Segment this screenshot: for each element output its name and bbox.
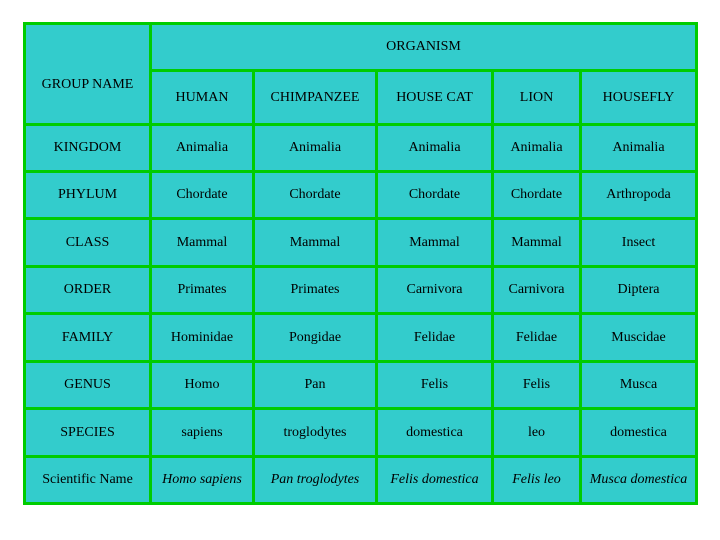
group-name-header-text: GROUP NAME bbox=[41, 77, 134, 92]
table-cell: Diptera bbox=[581, 267, 697, 314]
table-row bbox=[25, 362, 697, 409]
row-label: FAMILY bbox=[25, 314, 151, 362]
row-label: GENUS bbox=[25, 362, 151, 409]
table-row bbox=[25, 409, 697, 457]
table-cell: Primates bbox=[254, 267, 377, 314]
table-cell: Carnivora bbox=[377, 267, 493, 314]
table-cell: troglodytes bbox=[254, 409, 377, 457]
organism-header-human: HUMAN bbox=[151, 71, 254, 125]
row-label: CLASS bbox=[25, 219, 151, 267]
table-cell: Homo sapiens bbox=[151, 457, 254, 504]
table-cell: Animalia bbox=[377, 125, 493, 172]
table-header-row-1 bbox=[25, 24, 697, 71]
table-cell: Mammal bbox=[254, 219, 377, 267]
table-cell: Animalia bbox=[151, 125, 254, 172]
group-name-header bbox=[25, 24, 151, 125]
table-cell: leo bbox=[493, 409, 581, 457]
table-cell: Animalia bbox=[493, 125, 581, 172]
table-row bbox=[25, 267, 697, 314]
table-row bbox=[25, 172, 697, 219]
row-label: ORDER bbox=[25, 267, 151, 314]
table-cell: Felis leo bbox=[493, 457, 581, 504]
table-cell: Animalia bbox=[581, 125, 697, 172]
table-cell: Muscidae bbox=[581, 314, 697, 362]
table-cell: domestica bbox=[377, 409, 493, 457]
row-label: KINGDOM bbox=[25, 125, 151, 172]
table-row-scientific-name bbox=[25, 457, 697, 504]
table-cell: sapiens bbox=[151, 409, 254, 457]
table-cell: Carnivora bbox=[493, 267, 581, 314]
table-row bbox=[25, 314, 697, 362]
classification-table bbox=[23, 22, 698, 505]
table-cell: Insect bbox=[581, 219, 697, 267]
table-cell: Chordate bbox=[254, 172, 377, 219]
table-cell: Mammal bbox=[377, 219, 493, 267]
organism-header-chimpanzee: CHIMPANZEE bbox=[254, 71, 377, 125]
table-cell: Animalia bbox=[254, 125, 377, 172]
row-label: SPECIES bbox=[25, 409, 151, 457]
table-cell: Primates bbox=[151, 267, 254, 314]
row-label: PHYLUM bbox=[25, 172, 151, 219]
organism-header-lion: LION bbox=[493, 71, 581, 125]
row-label: Scientific Name bbox=[25, 457, 151, 504]
table-cell: Pan bbox=[254, 362, 377, 409]
table-cell: Felis domestica bbox=[377, 457, 493, 504]
table-cell: Homo bbox=[151, 362, 254, 409]
table-cell: Mammal bbox=[493, 219, 581, 267]
table-cell: Hominidae bbox=[151, 314, 254, 362]
table-cell: Mammal bbox=[151, 219, 254, 267]
organism-header-housefly: HOUSEFLY bbox=[581, 71, 697, 125]
table-cell: Chordate bbox=[493, 172, 581, 219]
table-row bbox=[25, 219, 697, 267]
table-body bbox=[25, 24, 697, 504]
table-cell: Pongidae bbox=[254, 314, 377, 362]
organism-header bbox=[151, 24, 697, 71]
organism-header-house-cat: HOUSE CAT bbox=[377, 71, 493, 125]
table-cell: domestica bbox=[581, 409, 697, 457]
table-cell: Chordate bbox=[151, 172, 254, 219]
table-cell: Felidae bbox=[493, 314, 581, 362]
organism-header-text: ORGANISM bbox=[386, 39, 461, 54]
table-row bbox=[25, 125, 697, 172]
table-cell: Pan troglodytes bbox=[254, 457, 377, 504]
table-cell: Chordate bbox=[377, 172, 493, 219]
table-cell: Felis bbox=[377, 362, 493, 409]
table-cell: Arthropoda bbox=[581, 172, 697, 219]
table-cell: Felis bbox=[493, 362, 581, 409]
table-cell: Felidae bbox=[377, 314, 493, 362]
table-cell: Musca bbox=[581, 362, 697, 409]
table-cell: Musca domestica bbox=[581, 457, 697, 504]
